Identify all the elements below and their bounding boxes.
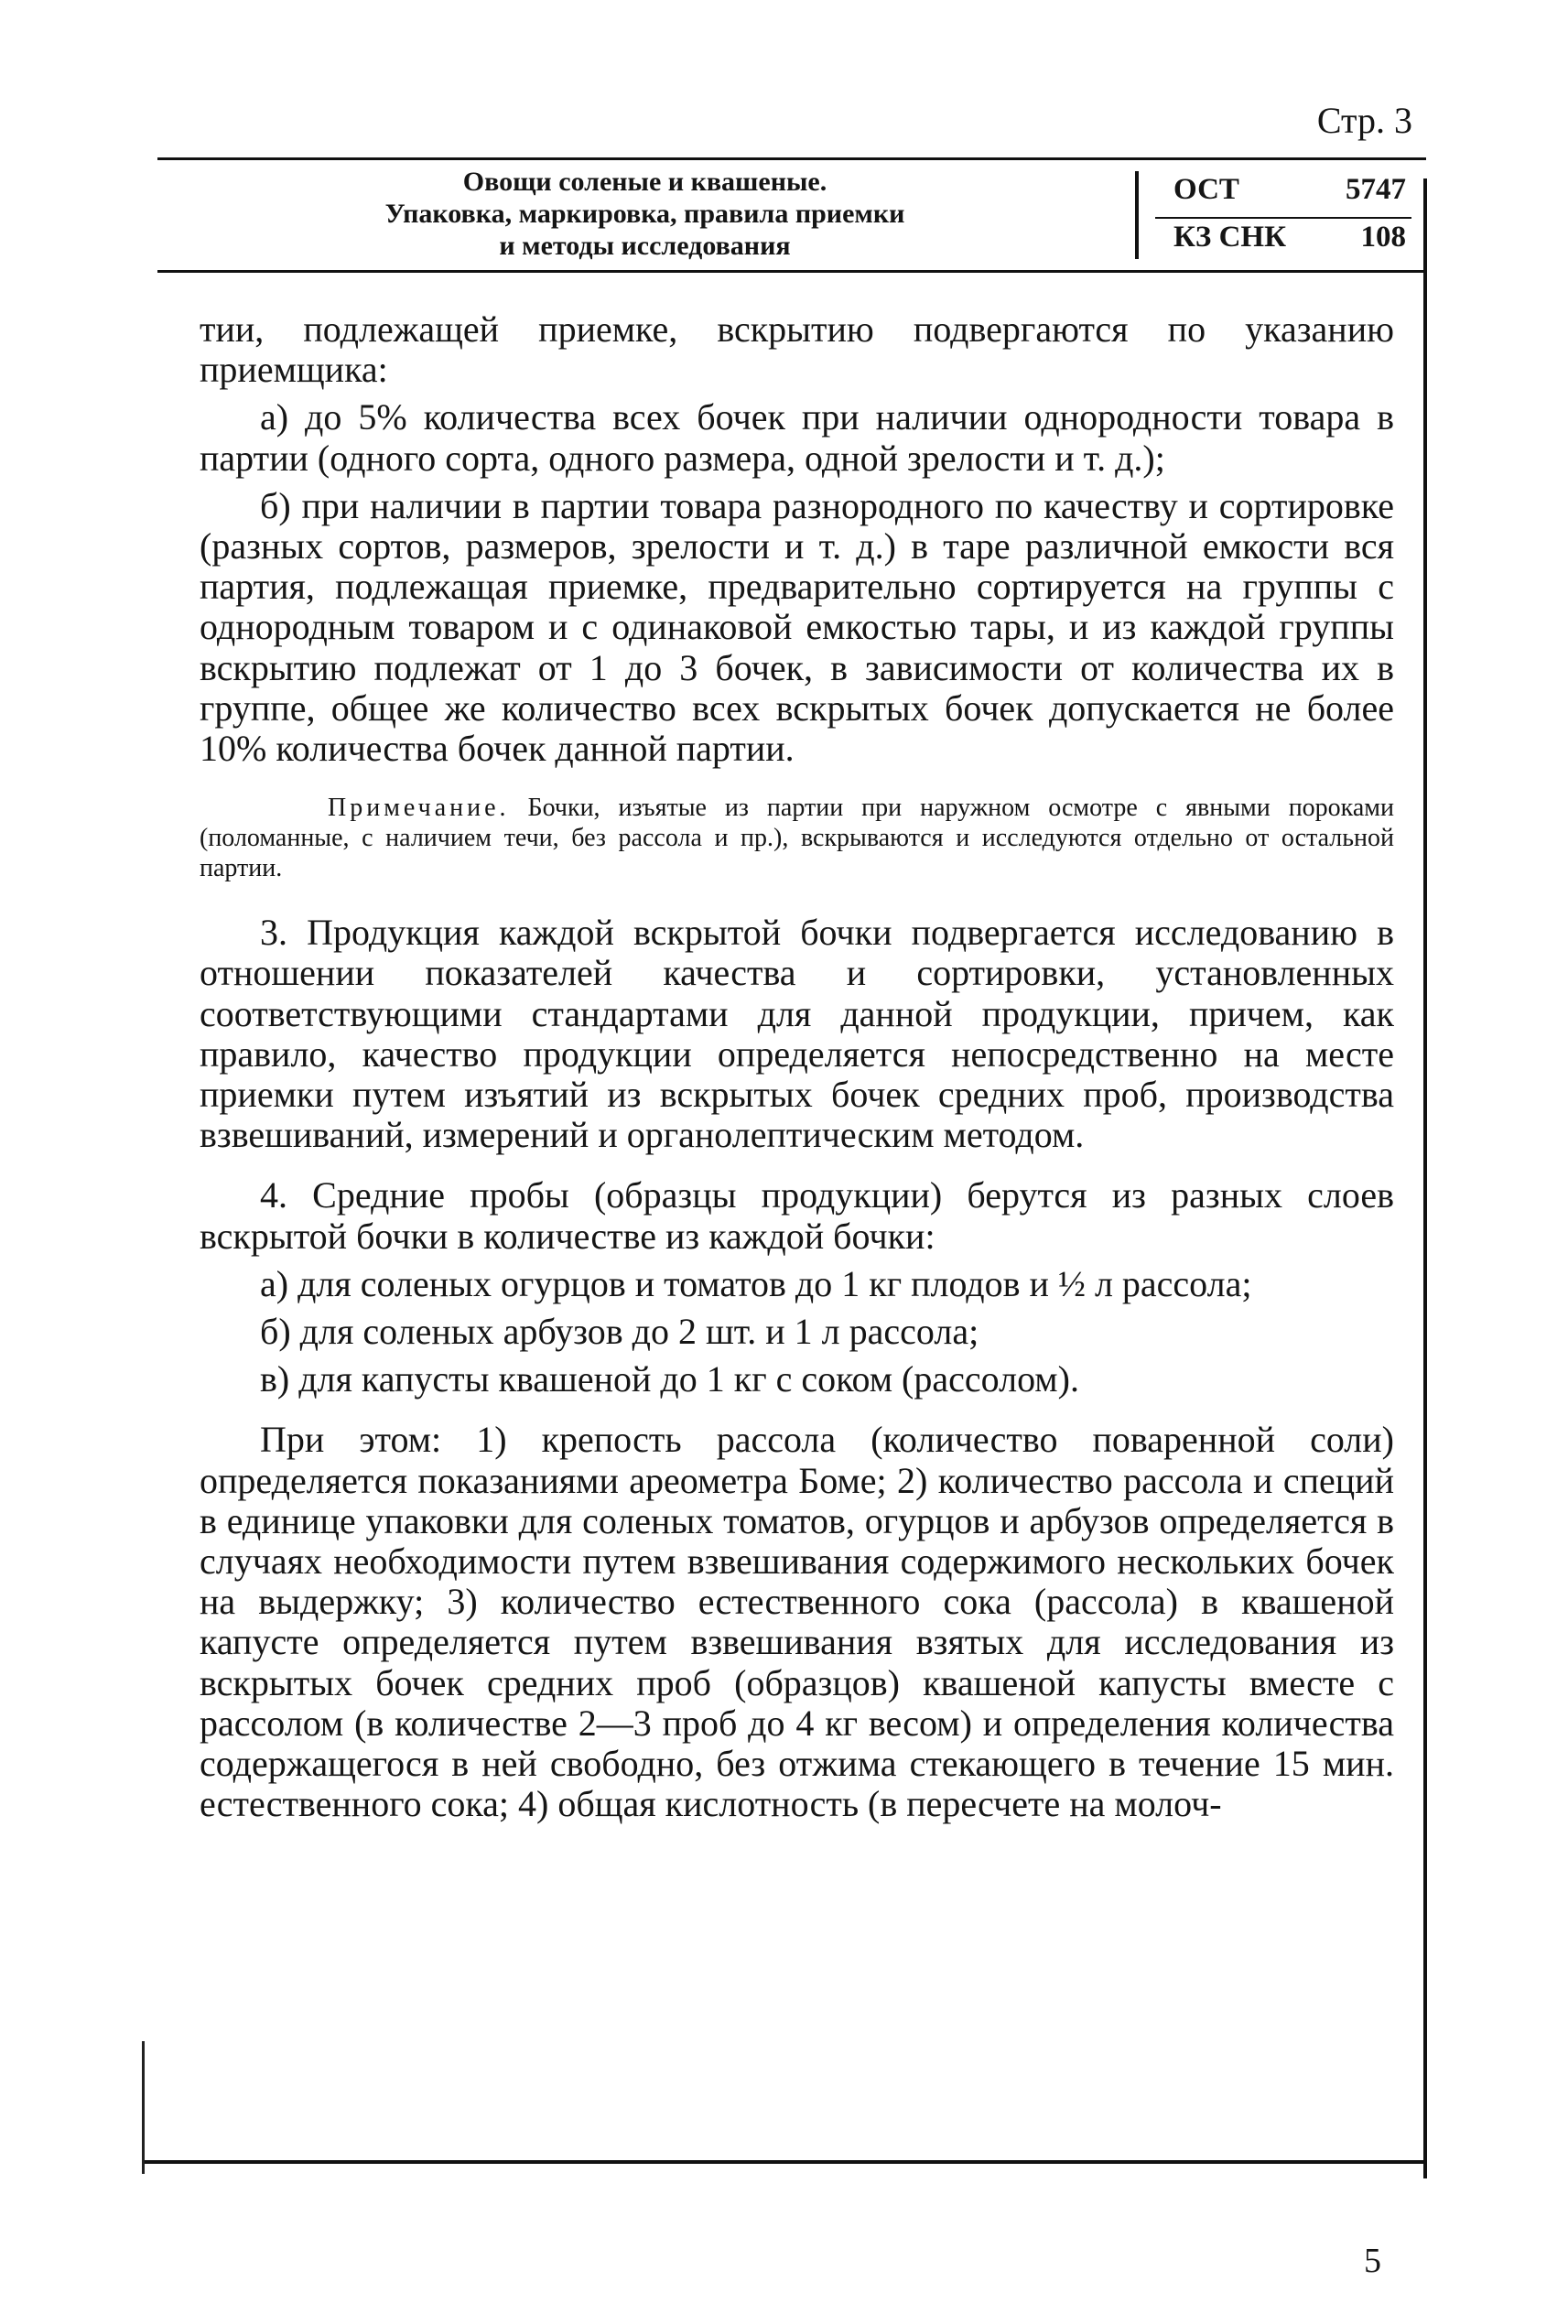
page-number: 5 — [1364, 2242, 1381, 2280]
page-label: Стр. 3 — [1316, 100, 1412, 141]
standard-number: 5747 — [1346, 173, 1406, 206]
footer-rule — [145, 2160, 1426, 2164]
paragraph: 4. Средние пробы (образцы продукции) берутся из разных слоев вскрытой бочки в количестве из каждой бочки: — [200, 1174, 1394, 1257]
note-label: Примечание. — [328, 794, 510, 823]
paragraph: б) для соленых арбузов до 2 шт. и 1 л рассола; — [260, 1311, 979, 1353]
standard-issuer: КЗ СНК — [1173, 221, 1287, 254]
right-margin-rule — [1423, 178, 1427, 2178]
header-divider — [1135, 171, 1139, 259]
header-title-line: Упаковка, маркировка, правила приемки — [384, 199, 905, 229]
standard-code — [1155, 173, 1411, 261]
header-title-line: Овощи соленые и квашеные. — [462, 167, 827, 197]
left-margin-rule — [142, 2041, 145, 2174]
standard-issuer-number: 108 — [1360, 221, 1406, 254]
document-header — [157, 157, 1426, 273]
note-text: Бочки, изъятые из партии при наружном осмотре с явными пороками (поломанные, с наличием течи, без рассола и пр.), вскрываются и исследуются отдельно от остальной партии. — [200, 794, 1394, 883]
paragraph: а) для соленых огурцов и томатов до 1 кг плодов и ½ л рассола; — [260, 1262, 1252, 1304]
paragraph: в) для капусты квашеной до 1 кг с соком (рассолом). — [260, 1358, 1079, 1400]
paragraph: а) до 5% количества всех бочек при наличии однородности товара в партии (одного сорта, одного размера, одной зрелости и т. д.); — [200, 396, 1394, 479]
paragraph: 3. Продукция каждой вскрытой бочки подвергается исследованию в отношении показателей качества и сортировки, установленных соответствующими стандартами для данной продукции, причем, как правило, качество продукции определяется непосредственно на месте приемки путем изъятий из вскрытых бочек средних проб, производства взвешиваний, измерений и органолептическим методом. — [200, 912, 1394, 1156]
body-text — [200, 309, 1394, 1832]
paragraph: б) при наличии в партии товара разнородного по качеству и сортировке (разных сортов, размеров, зрелости и т. д.) в таре различной емкости вся партия, подлежащая приемке, предварительно сортируется на группы с однородным товаром и с одинаковой емкостью тары, и из каждой группы вскрытию подлежат от 1 до 3 бочек, в зависимости от количества их в группе, общее же количество всех вскрытых бочек допускается не более 10% количества бочек данной партии. — [200, 484, 1394, 770]
paragraph: тии, подлежащей приемке, вскрытию подвергаются по указанию приемщика: — [200, 308, 1394, 391]
header-title-line: и методы исследования — [499, 231, 791, 261]
note — [200, 793, 1394, 883]
standard-label: ОСТ — [1173, 173, 1239, 206]
header-title — [157, 166, 1132, 262]
paragraph: При этом: 1) крепость рассола (количество поваренной соли) определяется показаниями ареометра Боме; 2) количество рассола и специй в единице упаковки для соленых томатов, огурцов и арбузов определяется в случаях необходимости путем взвешивания содержимого нескольких бочек на выдержку; 3) количество естественного сока (рассола) в квашеной капусте определяется путем взвешивания взятых для исследования из вскрытых бочек средних проб (образцов) квашеной капусты вместе с рассолом (в количестве 2—3 проб до 4 кг весом) и определения количества содержащегося в ней свободно, без отжима стекающего в течение 15 мин. естественного сока; 4) общая кислотность (в пересчете на молоч- — [200, 1419, 1394, 1825]
